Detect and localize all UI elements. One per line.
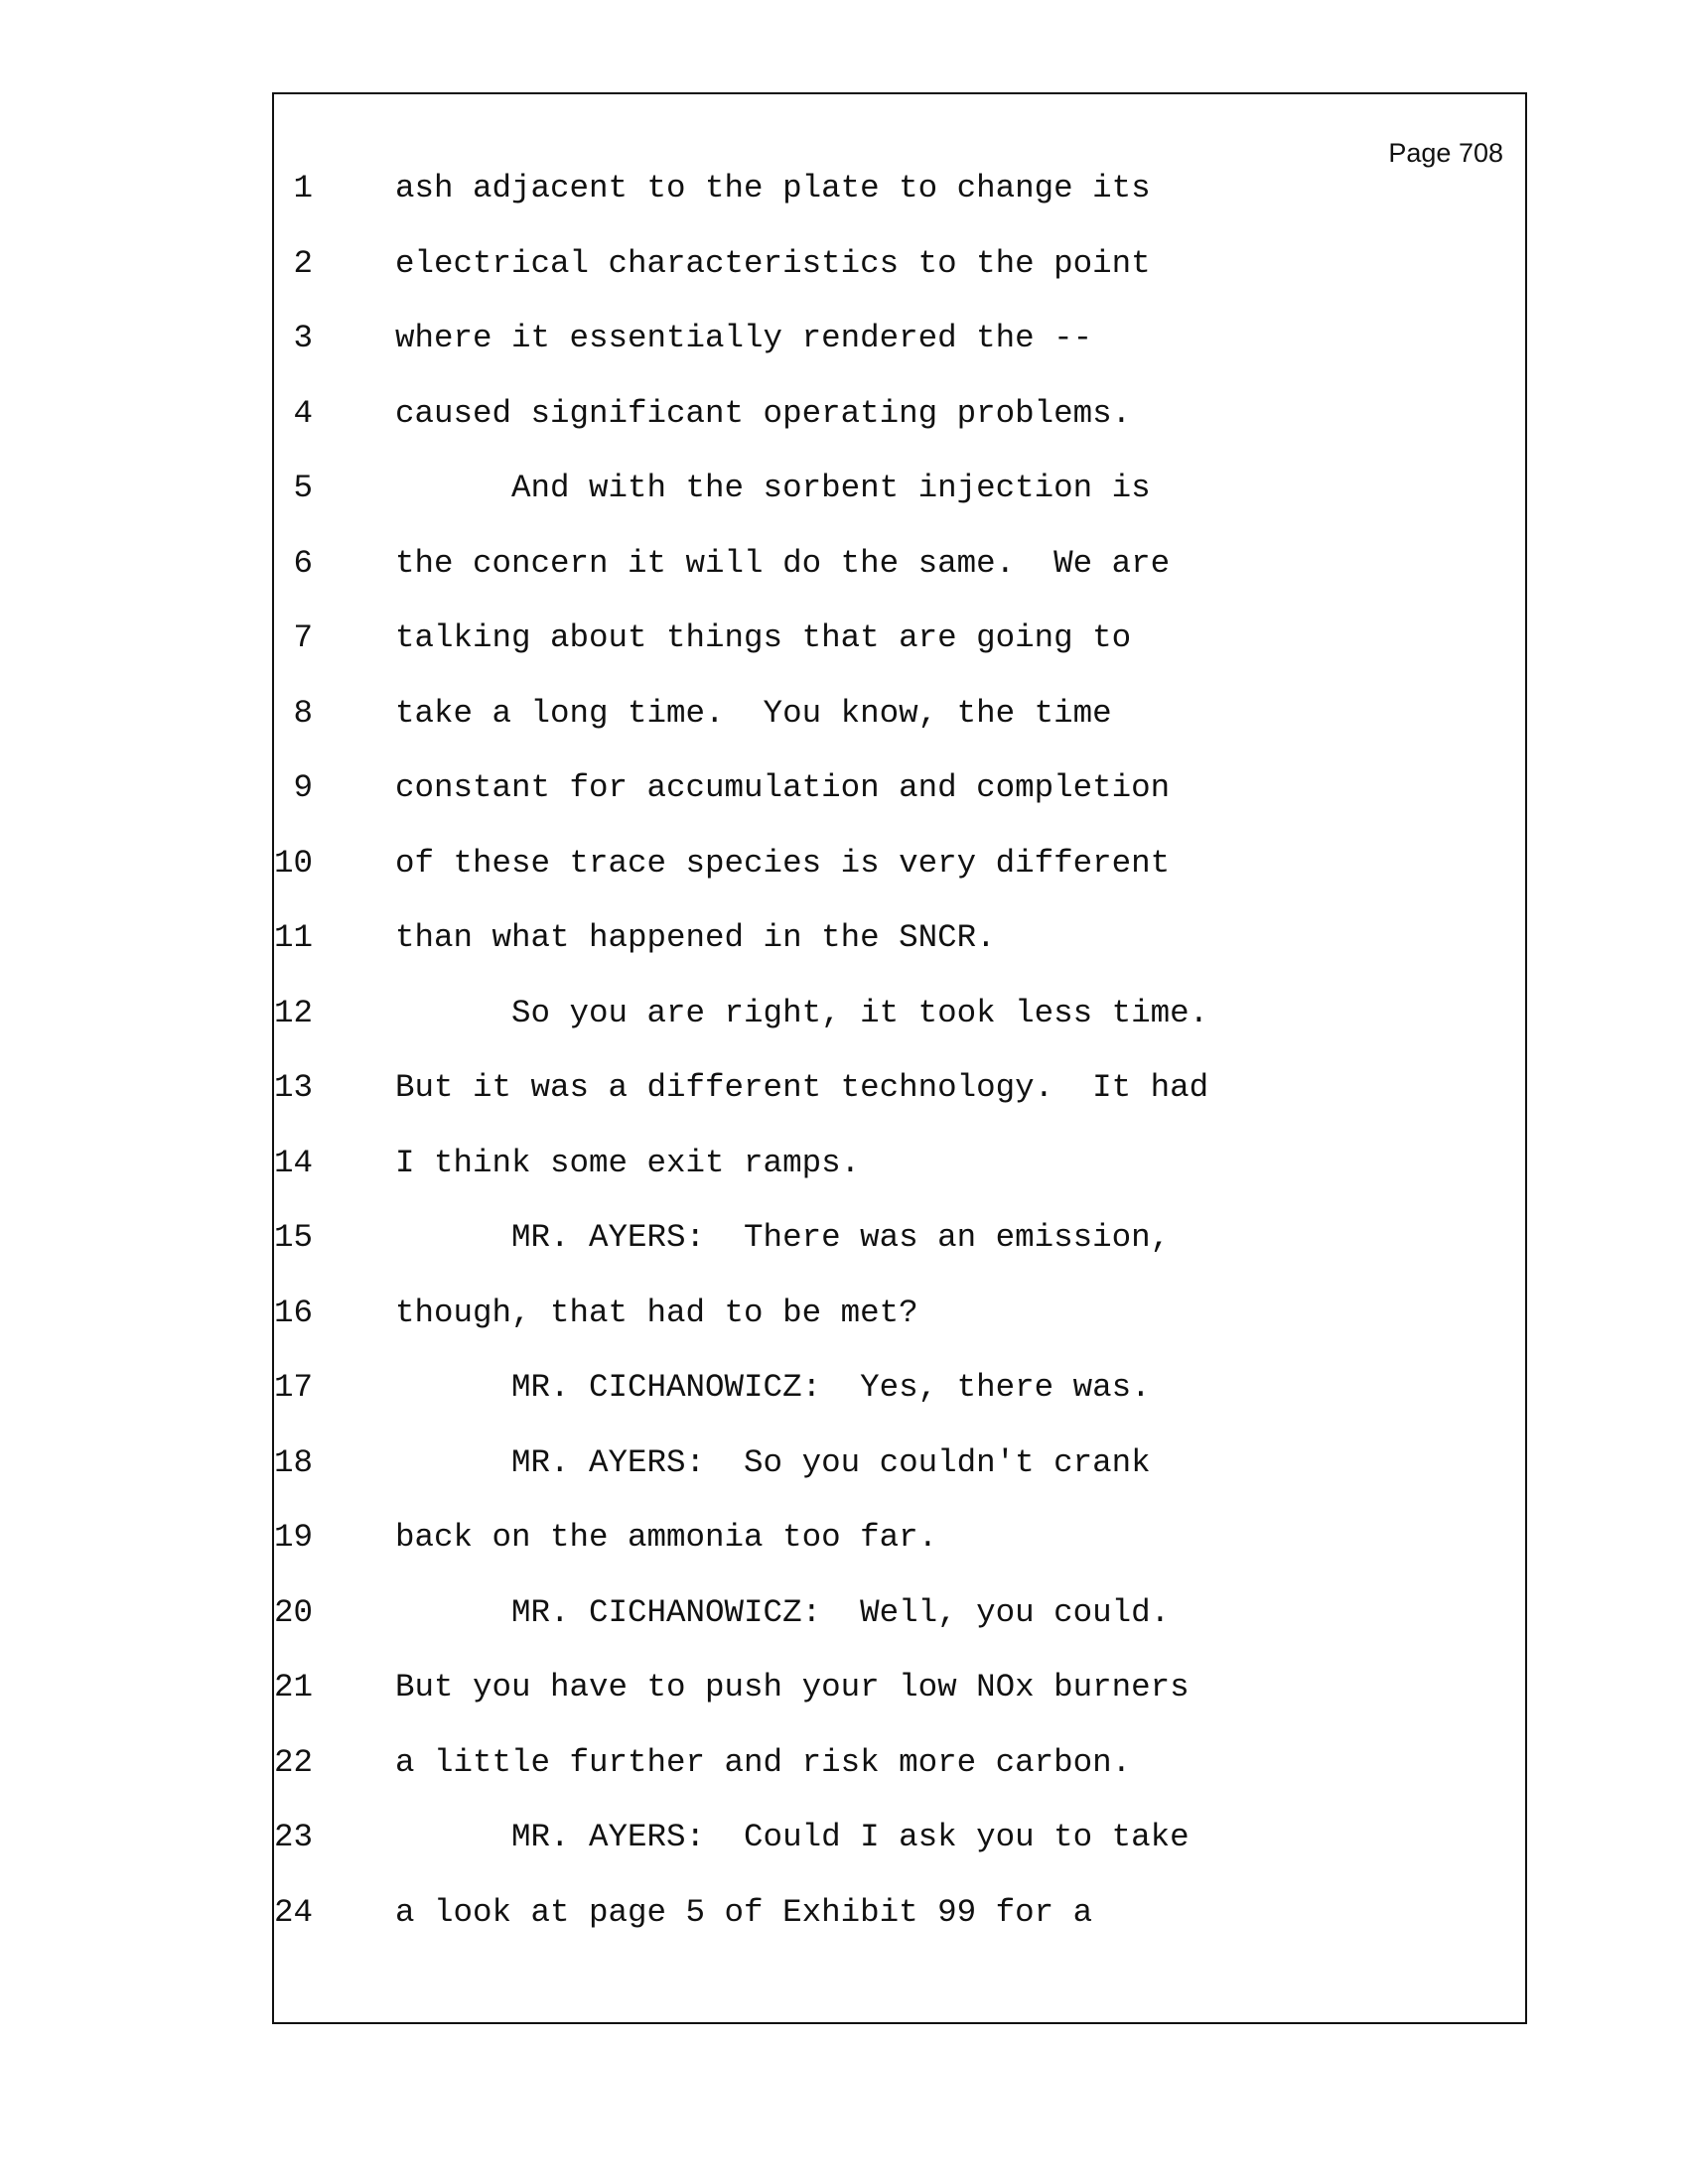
transcript-line <box>274 1894 1525 1954</box>
line-text: take a long time. You know, the time <box>395 694 1112 732</box>
line-text: I think some exit ramps. <box>395 1144 861 1181</box>
line-text: MR. CICHANOWICZ: Yes, there was. <box>395 1369 1151 1406</box>
transcript-line <box>274 695 1525 754</box>
line-number: 4 <box>293 394 313 432</box>
line-text: But you have to push your low NOx burners <box>395 1669 1190 1706</box>
transcript-line <box>274 1594 1525 1654</box>
line-number: 15 <box>273 1219 313 1256</box>
line-text: MR. AYERS: Could I ask you to take <box>395 1819 1190 1855</box>
line-text: electrical characteristics to the point <box>395 244 1151 282</box>
line-number: 12 <box>273 994 313 1031</box>
line-text: of these trace species is very different <box>395 844 1171 882</box>
line-text: MR. AYERS: There was an emission, <box>395 1219 1171 1256</box>
line-number: 21 <box>273 1669 313 1706</box>
line-text: MR. AYERS: So you couldn't crank <box>395 1443 1151 1481</box>
line-number: 14 <box>273 1144 313 1181</box>
line-text: ash adjacent to the plate to change its <box>395 170 1151 206</box>
transcript-line <box>274 995 1525 1054</box>
line-text: MR. CICHANOWICZ: Well, you could. <box>395 1593 1171 1631</box>
line-number: 11 <box>273 919 313 956</box>
line-text: where it essentially rendered the -- <box>395 320 1093 356</box>
transcript-line <box>274 1444 1525 1504</box>
line-number: 13 <box>273 1069 313 1106</box>
transcript-line <box>274 769 1525 829</box>
line-number: 9 <box>293 769 313 806</box>
line-text: back on the ammonia too far. <box>395 1519 938 1556</box>
page-number: Page 708 <box>1388 138 1503 168</box>
line-text: And with the sorbent injection is <box>395 470 1151 506</box>
line-text: So you are right, it took less time. <box>395 994 1209 1031</box>
transcript-line <box>274 320 1525 379</box>
transcript-line <box>274 1295 1525 1354</box>
transcript-page <box>272 92 1527 2024</box>
transcript-line <box>274 170 1525 229</box>
line-number: 2 <box>293 244 313 282</box>
transcript-line <box>274 1519 1525 1578</box>
line-number: 8 <box>293 694 313 732</box>
transcript-line <box>274 1369 1525 1429</box>
transcript-line <box>274 245 1525 305</box>
line-number: 6 <box>293 544 313 582</box>
line-text: caused significant operating problems. <box>395 394 1132 432</box>
line-number: 24 <box>273 1893 313 1931</box>
line-text: than what happened in the SNCR. <box>395 919 996 956</box>
line-number: 5 <box>293 470 313 506</box>
line-number: 1 <box>293 170 313 206</box>
transcript-line <box>274 470 1525 529</box>
transcript-line <box>274 845 1525 904</box>
transcript-line <box>274 1669 1525 1728</box>
line-number: 10 <box>273 844 313 882</box>
line-text: a little further and risk more carbon. <box>395 1743 1132 1781</box>
line-number: 19 <box>273 1519 313 1556</box>
line-text: constant for accumulation and completion <box>395 769 1171 806</box>
line-number: 18 <box>273 1443 313 1481</box>
line-text: the concern it will do the same. We are <box>395 544 1171 582</box>
transcript-line <box>274 919 1525 979</box>
transcript-line <box>274 1145 1525 1204</box>
transcript-line <box>274 545 1525 605</box>
line-text: though, that had to be met? <box>395 1294 918 1331</box>
line-text: a look at page 5 of Exhibit 99 for a <box>395 1893 1093 1931</box>
transcript-line <box>274 1219 1525 1279</box>
transcript-line <box>274 619 1525 679</box>
line-number: 22 <box>273 1743 313 1781</box>
line-number: 16 <box>273 1294 313 1331</box>
line-number: 23 <box>273 1819 313 1855</box>
line-number: 20 <box>273 1593 313 1631</box>
line-text: talking about things that are going to <box>395 619 1132 656</box>
line-number: 3 <box>293 320 313 356</box>
line-number: 17 <box>273 1369 313 1406</box>
transcript-line <box>274 1819 1525 1878</box>
transcript-line <box>274 1069 1525 1129</box>
transcript-lines <box>274 94 1525 2022</box>
transcript-line <box>274 1744 1525 1804</box>
transcript-line <box>274 395 1525 455</box>
line-number: 7 <box>293 619 313 656</box>
line-text: But it was a different technology. It had <box>395 1069 1209 1106</box>
